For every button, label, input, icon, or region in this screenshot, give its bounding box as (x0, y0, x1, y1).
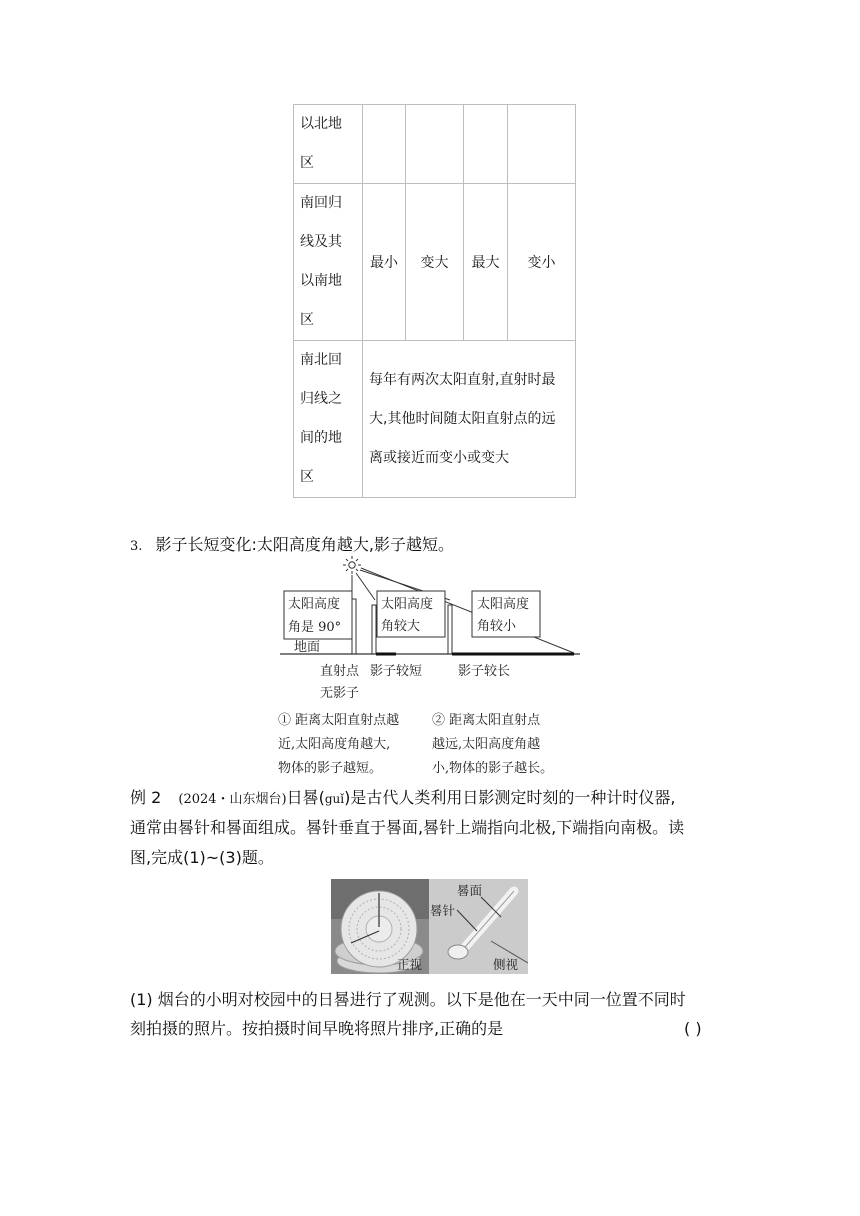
merged-line: 大,其他时间随太阳直射点的远 (369, 410, 556, 427)
table-cell: 变小 (508, 184, 576, 341)
label-line: 以南地 (300, 273, 342, 289)
label-line: 南回归 (300, 195, 342, 211)
callout-text: 角较小 (477, 619, 517, 634)
no-shadow-label: 无影子 (320, 686, 360, 701)
pole-noon (352, 599, 356, 654)
needle-label: 晷针 (430, 903, 456, 918)
table-row (294, 184, 576, 341)
row-label-north (294, 105, 363, 184)
ground-label: 地面 (294, 640, 321, 655)
sun-icon (343, 556, 361, 574)
pole-low-angle (448, 605, 452, 654)
caption-left (278, 709, 399, 781)
example-text: )是古代人类利用日影测定时刻的一种计时仪器, (344, 788, 676, 807)
table-cell (508, 105, 576, 184)
callout-text: 太阳高度 (288, 597, 341, 612)
face-label: 晷面 (457, 883, 483, 898)
row-label-south (294, 184, 363, 341)
table-row (294, 105, 576, 184)
label-line: 归线之 (300, 391, 342, 407)
side-dial-face (448, 945, 468, 959)
pinyin-annotation: guǐ (324, 792, 345, 806)
table-cell (406, 105, 464, 184)
callout-text: 角较大 (381, 619, 421, 634)
side-view-label: 侧视 (493, 957, 519, 972)
caption-line: 越远,太阳高度角越 (432, 737, 541, 752)
short-shadow-label: 影子较短 (370, 664, 423, 679)
table-cell: 最小 (363, 184, 406, 341)
shadow-length-figure (274, 555, 586, 705)
section-number: 3. (130, 539, 143, 554)
example-line-1 (130, 788, 675, 810)
example-source: (2024・山东烟台) (178, 792, 287, 807)
shadow-diagram (274, 555, 586, 705)
answer-blank[interactable]: ( ) (684, 1019, 702, 1038)
merged-line: 每年有两次太阳直射,直射时最 (369, 371, 556, 388)
caption-right (432, 709, 553, 781)
label-line: 区 (300, 155, 314, 171)
front-view-label: 正视 (397, 957, 423, 972)
label-line: 区 (300, 469, 314, 485)
sun-angle-table (293, 104, 576, 498)
example-text: 日晷( (286, 788, 325, 807)
long-shadow-label: 影子较长 (458, 664, 511, 679)
pole-high-angle (372, 605, 376, 654)
row-label-tropics (294, 341, 363, 498)
label-line: 线及其 (300, 234, 342, 250)
table-cell: 变大 (406, 184, 464, 341)
example-line-2: 通常由晷针和晷面组成。晷针垂直于晷面,晷针上端指向北极,下端指向南极。读 (130, 818, 685, 837)
example-label: 例 2 (130, 788, 162, 807)
question-1-line-2: 刻拍摄的照片。按拍摄时间早晚将照片排序,正确的是 (130, 1019, 504, 1038)
table-row (294, 341, 576, 498)
example-line-3: 图,完成(1)~(3)题。 (130, 848, 274, 867)
merged-line: 离或接近而变小或变大 (369, 449, 509, 466)
label-line: 南北回 (300, 352, 342, 368)
merged-cell (363, 341, 576, 498)
label-line: 区 (300, 312, 314, 328)
question-1-line-1: (1) 烟台的小明对校园中的日晷进行了观测。以下是他在一天中同一位置不同时 (130, 990, 686, 1009)
callout-text: 太阳高度 (381, 597, 434, 612)
table-cell (363, 105, 406, 184)
label-line: 以北地 (300, 116, 342, 132)
section-text: 影子长短变化:太阳高度角越大,影子越短。 (155, 535, 454, 554)
section-3-heading (130, 535, 454, 557)
caption-line: 近,太阳高度角越大, (278, 737, 391, 752)
caption-line: 物体的影子越短。 (278, 761, 383, 776)
sundial-image (331, 879, 528, 974)
sundial-photo (331, 879, 528, 974)
callout-text: 太阳高度 (477, 597, 530, 612)
table-cell: 最大 (464, 184, 508, 341)
caption-line: ② 距离太阳直射点 (432, 713, 541, 728)
caption-line: ① 距离太阳直射点越 (278, 713, 400, 728)
direct-point-label: 直射点 (320, 664, 360, 679)
table-cell (464, 105, 508, 184)
callout-text: 角是 90° (288, 620, 342, 635)
caption-line: 小,物体的影子越长。 (432, 761, 554, 776)
label-line: 间的地 (300, 430, 342, 446)
